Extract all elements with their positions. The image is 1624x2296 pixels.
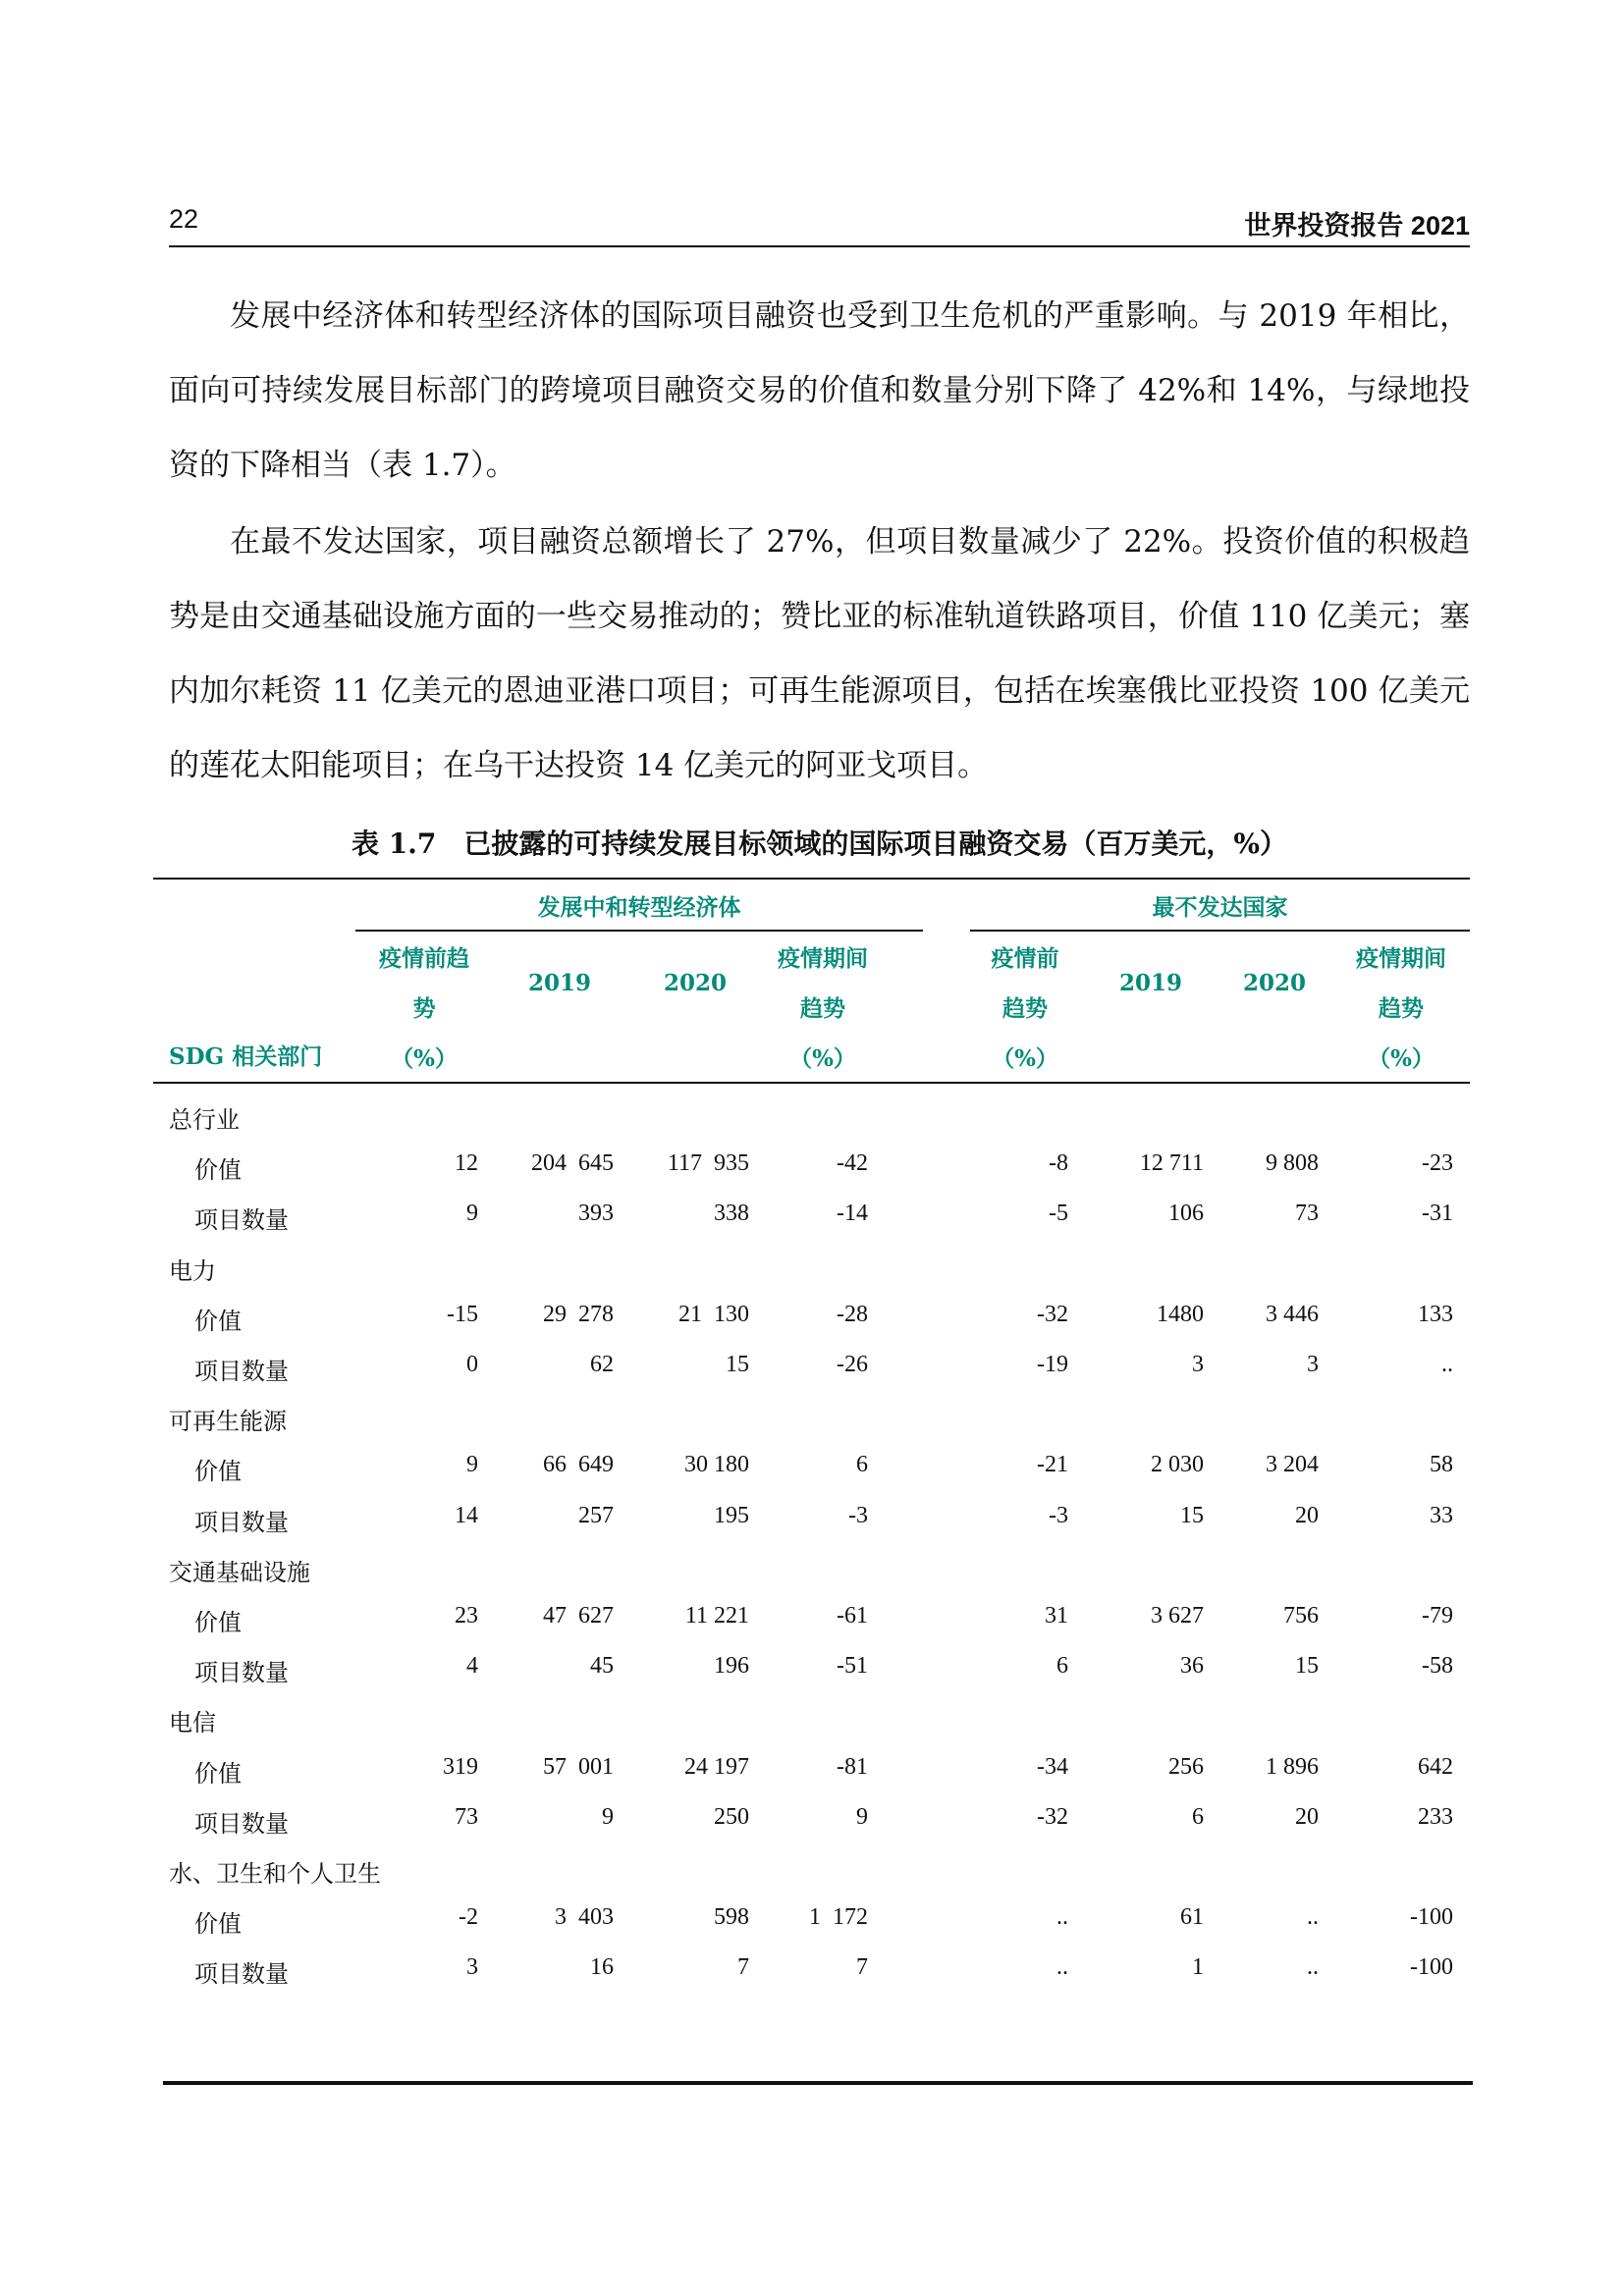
table-cell: 3 204 [1266, 1452, 1319, 1478]
table-row [0, 1139, 1624, 1189]
table-cell: 257 [578, 1502, 614, 1528]
table-row [0, 1893, 1624, 1943]
table-cell: 47 627 [543, 1603, 614, 1629]
table-cell: .. [1307, 1904, 1319, 1931]
table-cell: 106 [1168, 1201, 1204, 1227]
paragraph-2: 在最不发达国家，项目融资总额增长了 27%，但项目数量减少了 22%。投资价值的积极趋势是由交通基础设施方面的一些交易推动的；赞比亚的标准轨道铁路项目，价值 110 亿美元；塞内加尔耗资 11 亿美元的恩迪亚港口项目；可再生能源项目，包括在埃塞俄比亚投资 100 亿美元的莲花太阳能项目；在乌干达投资 14 亿美元的阿亚戈项目。 [169, 524, 1470, 783]
table-cell: 598 [714, 1904, 749, 1931]
table-cell: 319 [443, 1753, 478, 1780]
table-cell: 4 [466, 1653, 478, 1680]
table-cell: .. [1056, 1904, 1068, 1931]
table-row [0, 1591, 1624, 1641]
table-cell: -26 [837, 1352, 868, 1377]
paragraph-1: 发展中经济体和转型经济体的国际项目融资也受到卫生危机的严重影响。与 2019 年相比，面向可持续发展目标部门的跨境项目融资交易的价值和数量分别下降了 42%和 14%，与绿地投资的下降相当（表 1.7）。 [169, 298, 1470, 483]
column-header [961, 934, 1089, 1084]
table-cell: -81 [837, 1753, 868, 1780]
sector-column-header: SDG 相关部门 [169, 1043, 323, 1070]
column-header-line: 2019 [527, 970, 591, 996]
table-cell: 204 645 [531, 1150, 614, 1177]
table-cell: -32 [1037, 1803, 1068, 1830]
table-cell: 7 [856, 1954, 868, 1981]
table-cell: 73 [1295, 1201, 1319, 1227]
table-cell: -19 [1037, 1352, 1068, 1377]
table-cell: -61 [837, 1603, 868, 1629]
column-header [759, 934, 887, 1084]
table-cell: -3 [848, 1502, 868, 1528]
table-cell: 196 [714, 1653, 749, 1680]
table-cell: 61 [1180, 1904, 1204, 1931]
column-header-line: 疫情前 [991, 945, 1059, 972]
table-cell: 2 030 [1151, 1452, 1204, 1478]
table-cell: .. [1056, 1954, 1068, 1981]
table-cell: 393 [578, 1201, 614, 1227]
table-cell: 6 [1192, 1803, 1204, 1830]
table-cell: 57 001 [543, 1753, 614, 1780]
table-cell: 9 [602, 1803, 614, 1830]
table-row [0, 1491, 1624, 1541]
table-cell: -100 [1410, 1954, 1453, 1981]
category-row [0, 1240, 1624, 1290]
table-cell: 15 [1180, 1502, 1204, 1528]
table-cell: 133 [1418, 1301, 1453, 1327]
table-cell: 1 172 [809, 1904, 868, 1931]
table-cell: 256 [1168, 1753, 1204, 1780]
table-cell: 250 [714, 1803, 749, 1830]
column-header-line: 2019 [1118, 970, 1182, 996]
table-cell: 20 [1295, 1502, 1319, 1528]
table-cell: 0 [466, 1352, 478, 1377]
table-cell: 15 [1295, 1653, 1319, 1680]
table-cell: -28 [837, 1301, 868, 1327]
column-header-line: 2020 [1242, 970, 1306, 996]
column-header-line: 趋势 [800, 995, 845, 1022]
table-cell: 233 [1418, 1803, 1453, 1830]
column-header-line: （%） [992, 1045, 1058, 1072]
column-header-line: （%） [1368, 1045, 1435, 1072]
table-row [0, 1340, 1624, 1390]
table-cell: -51 [837, 1653, 868, 1680]
table-cell: -2 [459, 1904, 478, 1931]
table-row [0, 1440, 1624, 1490]
row-label: 项目数量 [194, 1358, 289, 1385]
row-label: 价值 [194, 1458, 242, 1486]
table-cell: 1480 [1157, 1301, 1204, 1327]
table-cell: 1 [1192, 1954, 1204, 1981]
table-cell: -100 [1410, 1904, 1453, 1931]
category-label: 水、卫生和个人卫生 [169, 1860, 381, 1888]
table-cell: 30 180 [684, 1452, 749, 1478]
table-caption: 表 1.7 已披露的可持续发展目标领域的国际项目融资交易（百万美元，%） [351, 828, 1288, 860]
table-cell: -31 [1422, 1201, 1453, 1227]
row-label: 价值 [194, 1307, 242, 1335]
running-header [169, 204, 1470, 240]
table-cell: -3 [1049, 1502, 1068, 1528]
table-cell: 1 896 [1266, 1753, 1319, 1780]
row-label: 项目数量 [194, 1659, 289, 1687]
table-cell: 73 [455, 1803, 478, 1830]
table-cell: -21 [1037, 1452, 1068, 1478]
bottom-rule [163, 2081, 1473, 2085]
table-cell: -8 [1049, 1150, 1068, 1177]
table-cell: -23 [1422, 1150, 1453, 1177]
table-cell: 3 [466, 1954, 478, 1981]
column-header-line: 疫情期间 [1356, 945, 1446, 972]
row-label: 项目数量 [194, 1809, 289, 1838]
table-cell: -58 [1422, 1653, 1453, 1680]
column-header-line: 趋势 [1379, 995, 1424, 1022]
table-cell: 642 [1418, 1753, 1453, 1780]
category-label: 交通基础设施 [169, 1558, 310, 1586]
table-cell: 6 [856, 1452, 868, 1478]
row-label: 项目数量 [194, 1508, 289, 1536]
row-label: 价值 [194, 1609, 242, 1636]
table-row [0, 1189, 1624, 1239]
header-rule [169, 245, 1470, 247]
table-cell: 9 [856, 1803, 868, 1830]
table-cell: 9 [466, 1452, 478, 1478]
row-label: 价值 [194, 1759, 242, 1788]
table-cell: 36 [1180, 1653, 1204, 1680]
table-row [0, 1641, 1624, 1691]
table-cell: 11 221 [684, 1603, 749, 1629]
table-cell: 756 [1283, 1603, 1319, 1629]
row-label: 价值 [194, 1156, 242, 1185]
table-cell: 9 [466, 1201, 478, 1227]
row-label: 项目数量 [194, 1206, 289, 1235]
table-row [0, 1943, 1624, 1993]
table-cell: 45 [590, 1653, 614, 1680]
column-header [1087, 958, 1215, 1008]
column-header-line: 2020 [663, 970, 727, 996]
category-label: 电信 [169, 1709, 216, 1737]
category-row [0, 1541, 1624, 1591]
table-cell: 9 808 [1266, 1150, 1319, 1177]
header-bottom-rule [153, 1082, 1470, 1084]
table-cell: -5 [1049, 1201, 1068, 1227]
table-top-rule [153, 878, 1470, 880]
category-row [0, 1691, 1624, 1741]
table-cell: -42 [837, 1150, 868, 1177]
column-header-line: 疫情期间 [778, 945, 868, 972]
column-header-line: （%） [789, 1045, 856, 1072]
table-cell: 338 [714, 1201, 749, 1227]
table-cell: 117 935 [667, 1150, 749, 1177]
column-header [1211, 958, 1338, 1008]
category-label: 可再生能源 [169, 1408, 287, 1436]
category-label: 电力 [169, 1256, 216, 1285]
table-cell: 21 130 [678, 1301, 749, 1327]
table-row [0, 1792, 1624, 1842]
column-header [631, 958, 759, 1008]
row-label: 项目数量 [194, 1960, 289, 1989]
table-cell: 3 627 [1151, 1603, 1204, 1629]
table-cell: 16 [590, 1954, 614, 1981]
column-header-line: 疫情前趋 [379, 945, 469, 972]
table-cell: 66 649 [543, 1452, 614, 1478]
table-cell: 3 [1307, 1352, 1319, 1377]
table-cell: -14 [837, 1201, 868, 1227]
page-number: 22 [169, 204, 199, 234]
table-cell: -79 [1422, 1603, 1453, 1629]
table-cell: 7 [737, 1954, 749, 1981]
category-row [0, 1089, 1624, 1139]
table-cell: 31 [1045, 1603, 1068, 1629]
table-cell: .. [1441, 1352, 1453, 1377]
group-rule-ldc [970, 930, 1470, 932]
table-cell: 3 [1192, 1352, 1204, 1377]
group-header-developing: 发展中和转型经济体 [537, 894, 741, 921]
table-row [0, 1742, 1624, 1792]
table-cell: 3 446 [1266, 1301, 1319, 1327]
table-cell: 6 [1056, 1653, 1068, 1680]
table-cell: -15 [447, 1301, 478, 1327]
table-cell: 15 [726, 1352, 749, 1377]
row-label: 价值 [194, 1910, 242, 1939]
table-row [0, 1290, 1624, 1340]
category-row [0, 1842, 1624, 1893]
column-header [1337, 934, 1465, 1084]
group-header-ldc: 最不发达国家 [1152, 894, 1288, 921]
table-cell: 20 [1295, 1803, 1319, 1830]
column-header [360, 934, 488, 1084]
table-cell: 58 [1430, 1452, 1453, 1478]
category-row [0, 1390, 1624, 1440]
table-cell: .. [1307, 1954, 1319, 1981]
table-cell: 3 403 [555, 1904, 614, 1931]
table-cell: 29 278 [543, 1301, 614, 1327]
group-rule-developing [355, 930, 923, 932]
column-header-line: 趋势 [1002, 995, 1048, 1022]
category-label: 总行业 [169, 1106, 240, 1134]
table-cell: 195 [714, 1502, 749, 1528]
table-cell: 23 [455, 1603, 478, 1629]
book-title: 世界投资报告 2021 [1244, 211, 1470, 240]
column-header-line: 势 [412, 995, 436, 1022]
table-cell: -32 [1037, 1301, 1068, 1327]
table-cell: -34 [1037, 1753, 1068, 1780]
column-header-line: （%） [391, 1045, 458, 1072]
table-cell: 62 [590, 1352, 614, 1377]
table-cell: 24 197 [684, 1753, 749, 1780]
table-cell: 14 [455, 1502, 478, 1528]
table-cell: 12 711 [1139, 1150, 1204, 1177]
table-cell: 33 [1430, 1502, 1453, 1528]
table-cell: 12 [455, 1150, 478, 1177]
column-header [496, 958, 623, 1008]
